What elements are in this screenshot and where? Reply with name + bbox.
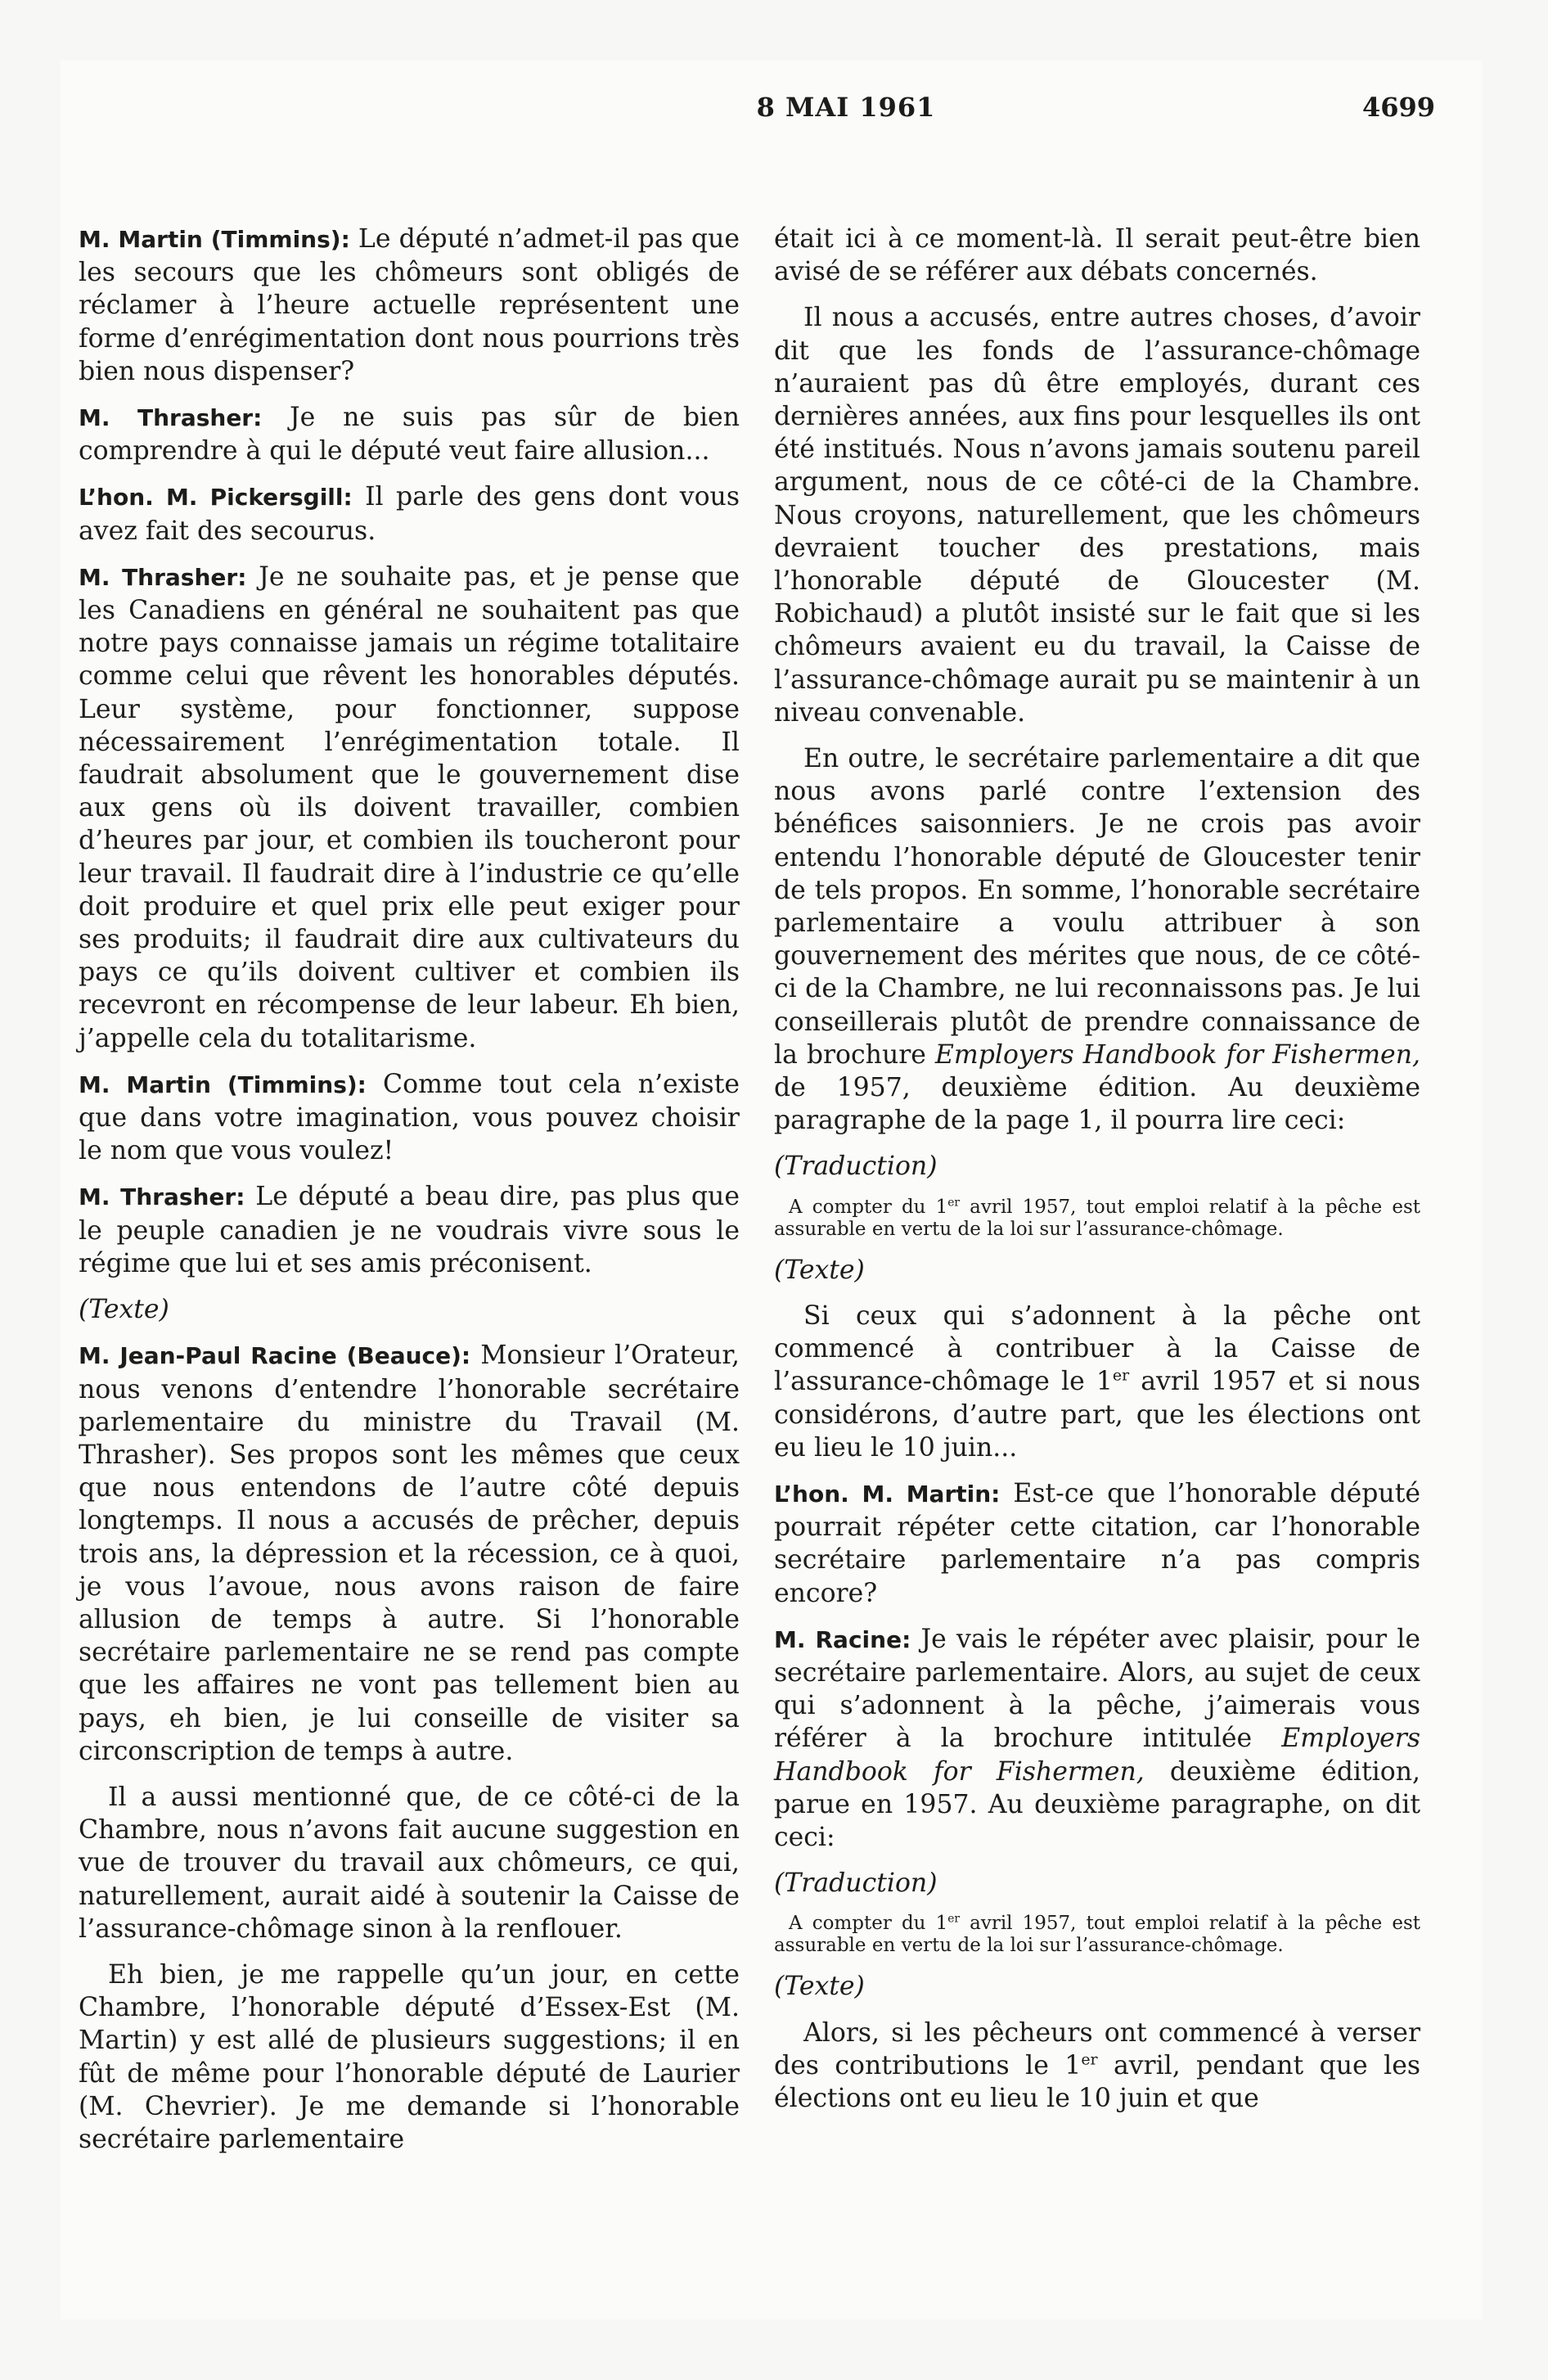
speech-text: Il parle des gens dont vous avez fait des secourus. <box>79 482 740 546</box>
header-date: 8 MAI 1961 <box>756 92 936 123</box>
quote-text: avril 1957, tout emploi relatif à la pêche est assurable en vertu de la loi sur l’assurance-chômage. <box>774 1196 1420 1240</box>
speech-text: Le député n’admet-il pas que les secours que les chômeurs sont obligés de réclamer à l’heure actuelle représentent une forme d’enrégimentation dont nous pourrions très bien nous dispenser? <box>79 224 740 386</box>
quotation <box>774 1197 1420 1241</box>
paragraph <box>79 1339 740 1768</box>
paragraph <box>79 401 740 467</box>
speaker-name: L’hon. M. Pickersgill: <box>79 484 353 512</box>
language-marker: (Texte) <box>774 1972 865 2002</box>
speech-text: Je ne suis pas sûr de bien comprendre à qui le député veut faire allusion... <box>79 403 740 467</box>
right-column <box>774 223 1420 2128</box>
left-column <box>79 223 740 2169</box>
paragraph <box>774 742 1420 1137</box>
speech-text: de 1957, deuxième édition. Au deuxième paragraphe de la page 1, il pourra lire ceci: <box>774 1073 1420 1136</box>
paragraph <box>774 1477 1420 1610</box>
quote-text: A compter du 1 <box>789 1913 948 1935</box>
speaker-name: L’hon. M. Martin: <box>774 1480 1001 1508</box>
speech-text: Monsieur l’Orateur, nous venons d’entendre l’honorable secrétaire parlementaire du ministre du Travail (M. Thrasher). Ses propos sont les mêmes que ceux que nous entendons de l’autre côté depuis longtemps. Il nous a accusés de prêcher, depuis trois ans, la dépression et la récession, ce à quoi, je vous l’avoue, nous avons raison de faire allusion de temps à autre. Si l’honorable secrétaire parlementaire ne se rend pas compte que les affaires ne vont pas tellement bien au pays, eh bien, je lui conseille de visiter sa circonscription de temps à autre. <box>79 1341 740 1766</box>
paragraph <box>79 561 740 1055</box>
paragraph <box>79 480 740 547</box>
header-page-number: 4699 <box>1361 92 1435 123</box>
language-marker: (Traduction) <box>774 1868 938 1899</box>
superscript: er <box>1112 1366 1130 1385</box>
speaker-name: M. Martin (Timmins): <box>79 226 350 253</box>
quote-text: avril 1957, tout emploi relatif à la pêche est assurable en vertu de la loi sur l’assurance-chômage. <box>774 1913 1420 1957</box>
quote-text: A compter du 1 <box>789 1196 948 1218</box>
paragraph <box>774 1300 1420 1464</box>
speaker-name: M. Thrasher: <box>79 563 247 591</box>
language-marker: (Texte) <box>79 1295 169 1325</box>
publication-title: Employers Handbook for Fishermen, <box>774 1724 1420 1787</box>
superscript: er <box>1081 2050 1098 2069</box>
paragraph <box>79 223 740 388</box>
speech-text: Est-ce que l’honorable député pourrait répéter cette citation, car l’honorable secrétaire parlementaire n’a pas compris encore? <box>774 1478 1420 1608</box>
language-marker: (Texte) <box>774 1255 865 1285</box>
speech-text: Comme tout cela n’existe que dans votre imagination, vous pouvez choisir le nom que vous voulez! <box>79 1069 740 1166</box>
paragraph: Il nous a accusés, entre autres choses, d’avoir dit que les fonds de l’assurance-chômage n’auraient pas dû être employés, durant ces dernières années, aux fins pour lesquelles ils ont été institués. Nous n’avons jamais soutenu pareil argument, nous de ce côté-ci de la Chambre. Nous croyons, naturellement, que les chômeurs devraient toucher des prestations, mais l’honorable député de Gloucester (M. Robichaud) a plutôt insisté sur le fait que si les chômeurs avaient eu du travail, la Caisse de l’assurance-chômage aurait pu se maintenir à un niveau convenable. <box>774 303 1420 728</box>
paragraph <box>774 1623 1420 1854</box>
speaker-name: M. Racine: <box>774 1625 911 1653</box>
paragraph <box>79 1180 740 1280</box>
speaker-name: M. Martin (Timmins): <box>79 1071 367 1098</box>
language-marker: (Traduction) <box>774 1152 938 1182</box>
paragraph: était ici à ce moment-là. Il serait peut-être bien avisé de se référer aux débats concernés. <box>774 224 1420 287</box>
quotation <box>774 1913 1420 1957</box>
speaker-name: M. Thrasher: <box>79 404 263 432</box>
superscript: er <box>947 1196 960 1210</box>
paragraph <box>774 2017 1420 2116</box>
speaker-name: M. Jean-Paul Racine (Beauce): <box>79 1342 471 1370</box>
speech-text: Je ne souhaite pas, et je pense que les Canadiens en général ne souhaitent pas que notre pays connaisse jamais un régime totalitaire comme celui que rêvent les honorables députés. Leur système, pour fonctionner, suppose nécessairement l’enrégimentation totale. Il faudrait absolument que le gouvernement dise aux gens où ils doivent travailler, combien d’heures par jour, et combien ils toucheront pour leur travail. Il faudrait dire à l’industrie ce qu’elle doit produire et quel prix elle peut exiger pour ses produits; il faudrait dire aux cultivateurs du pays ce qu’ils doivent cultiver et combien ils recevront en récompense de leur labeur. Eh bien, j’appelle cela du totalitarisme. <box>79 561 740 1053</box>
paragraph <box>79 1068 740 1168</box>
speech-text: Alors, si les pêcheurs ont commencé à verser des contributions le 1 <box>774 2017 1420 2080</box>
speech-text: avril, pendant que les élections ont eu lieu le 10 juin et que <box>774 2050 1420 2113</box>
publication-title: Employers Handbook for Fishermen, <box>934 1039 1421 1070</box>
speech-text: En outre, le secrétaire parlementaire a dit que nous avons parlé contre l’extension des bénéfices saisonniers. Je ne crois pas avoir entendu l’honorable député de Gloucester tenir de tels propos. En somme, l’honorable secrétaire parlementaire a voulu attribuer à son gouvernement des mérites que nous, de ce côté-ci de la Chambre, ne lui reconnaissons pas. Je lui conseillerais plutôt de prendre connaissance de la brochure <box>774 744 1420 1070</box>
speech-text: deuxième édition, parue en 1957. Au deuxième paragraphe, on dit ceci: <box>774 1756 1420 1852</box>
speech-text: Je vais le répéter avec plaisir, pour le secrétaire parlementaire. Alors, au sujet de ceux qui s’adonnent à la pêche, j’aimerais vous référer à la brochure intitulée <box>774 1624 1420 1754</box>
speech-text: Si ceux qui s’adonnent à la pêche ont commencé à contribuer à la Caisse de l’assurance-chômage le 1 <box>774 1300 1420 1397</box>
superscript: er <box>947 1912 960 1926</box>
paragraph: Il a aussi mentionné que, de ce côté-ci de la Chambre, nous n’avons fait aucune suggestion en vue de trouver du travail aux chômeurs, ce qui, naturellement, aurait aidé à soutenir la Caisse de l’assurance-chômage sinon à la renflouer. <box>79 1782 740 1944</box>
speech-text: Le député a beau dire, pas plus que le peuple canadien je ne voudrais vivre sous le régime que lui et ses amis préconisent. <box>79 1182 740 1278</box>
page-header <box>61 92 1483 141</box>
paragraph: Eh bien, je me rappelle qu’un jour, en cette Chambre, l’honorable député d’Essex-Est (M. Martin) y est allé de plusieurs suggestions; il en fût de même pour l’honorable député de Laurier (M. Chevrier). Je me demande si l’honorable secrétaire parlementaire <box>79 1959 740 2154</box>
speech-text: avril 1957 et si nous considérons, d’autre part, que les élections ont eu lieu le 10 juin... <box>774 1367 1420 1463</box>
speaker-name: M. Thrasher: <box>79 1183 245 1211</box>
